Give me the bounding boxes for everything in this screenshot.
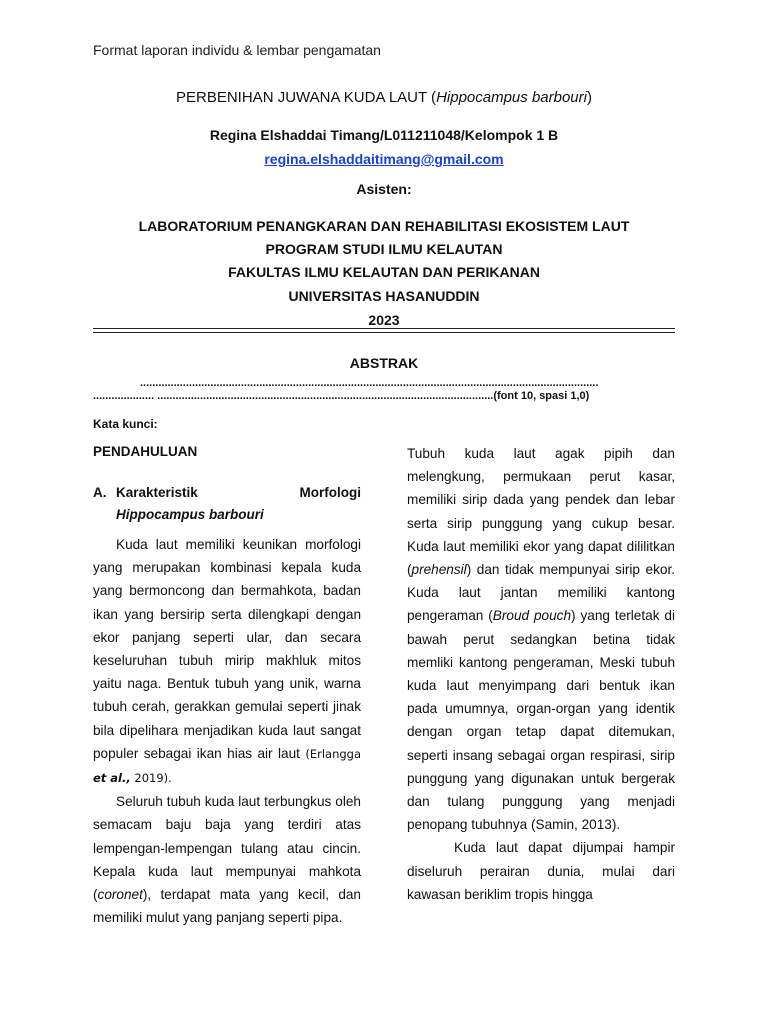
affiliation-faculty: FAKULTAS ILMU KELAUTAN DAN PERIKANAN	[228, 264, 540, 280]
header-note: Format laporan individu & lembar pengamatan	[93, 42, 381, 58]
affiliation-lab: LABORATORIUM PENANGKARAN DAN REHABILITASI EKOSISTEM LAUT	[138, 218, 630, 234]
affiliation-year: 2023	[368, 312, 400, 328]
paragraph: Tubuh kuda laut agak pipih dan melengkung, permukaan perut kasar, memiliki sirip dada yang pendek dan lebar serta sirip punggung yang cukup besar. Kuda laut memiliki ekor yang dapat dililitkan (prehensil) dan tidak mempunyai sirip ekor. Kuda laut jantan memiliki kantong pengeraman (Broud pouch) yang terletak di bawah perut sedangkan betina tidak memliki kantong pengeraman, Meski tubuh kuda laut menyimpang dari bentuk ikan pada umumnya, organ-organ yang identik dengan organ tetap dapat ditemukan, seperti insang sebagai organ respirasi, sirip punggung yang digunakan untuk bergerak dan tulang punggung yang menjadi penopang tubuhnya (Samin, 2013).	[407, 446, 675, 833]
subsection-species: Hippocampus barbouri	[116, 507, 264, 522]
abstract-placeholder-line2: .................... ..............................................................................................................(font 10, spasi 1,0)	[93, 390, 590, 402]
divider-bottom	[93, 332, 675, 333]
citation: (Erlangga et al., 2019).	[93, 746, 362, 786]
paper-title: PERBENIHAN JUWANA KUDA LAUT (Hippocampus barbouri)	[176, 89, 592, 106]
left-column	[93, 533, 361, 929]
abstract-heading: ABSTRAK	[349, 355, 419, 371]
subsection-label: A.	[93, 485, 107, 500]
divider-top	[93, 328, 675, 329]
keywords-label: Kata kunci:	[93, 417, 158, 431]
paragraph: Kuda laut dapat dijumpai hampir diseluruh perairan dunia, mulai dari kawasan beriklim tropis hingga	[407, 840, 675, 902]
abstract-placeholder-line1: ......................................................................................................................................................	[140, 377, 599, 389]
affiliation-university: UNIVERSITAS HASANUDDIN	[288, 288, 480, 304]
asisten-label: Asisten:	[356, 181, 412, 197]
email-link[interactable]: regina.elshaddaitimang@gmail.com	[264, 151, 504, 167]
title-species: Hippocampus barbouri	[436, 89, 587, 106]
right-column	[407, 442, 675, 906]
paragraph: Seluruh tubuh kuda laut terbungkus oleh semacam baju baja yang terdiri atas lempengan-lempengan tulang atau cincin. Kepala kuda laut mempunyai mahkota (coronet), terdapat mata yang kecil, dan memiliki mulut yang panjang seperti pipa.	[93, 794, 361, 926]
affiliation-program: PROGRAM STUDI ILMU KELAUTAN	[265, 241, 503, 257]
paragraph: Kuda laut memiliki keunikan morfologi yang merupakan kombinasi kepala kuda yang bermoncong dan bermahkota, badan ikan yang bersirip serta dilengkapi dengan ekor panjang seperti ular, dan secara keseluruhan tubuh mirip makhluk mitos yaitu naga. Bentuk tubuh yang unik, warna tubuh cerah, gerakkan gemulai seperti jinak bila dipelihara menjadikan kuda laut sangat populer sebagai ikan hias air laut (Erlangga et al., 2019).	[93, 537, 362, 786]
section-heading: PENDAHULUAN	[93, 444, 198, 459]
author-line: Regina Elshaddai Timang/L011211048/Kelompok 1 B	[209, 127, 559, 143]
